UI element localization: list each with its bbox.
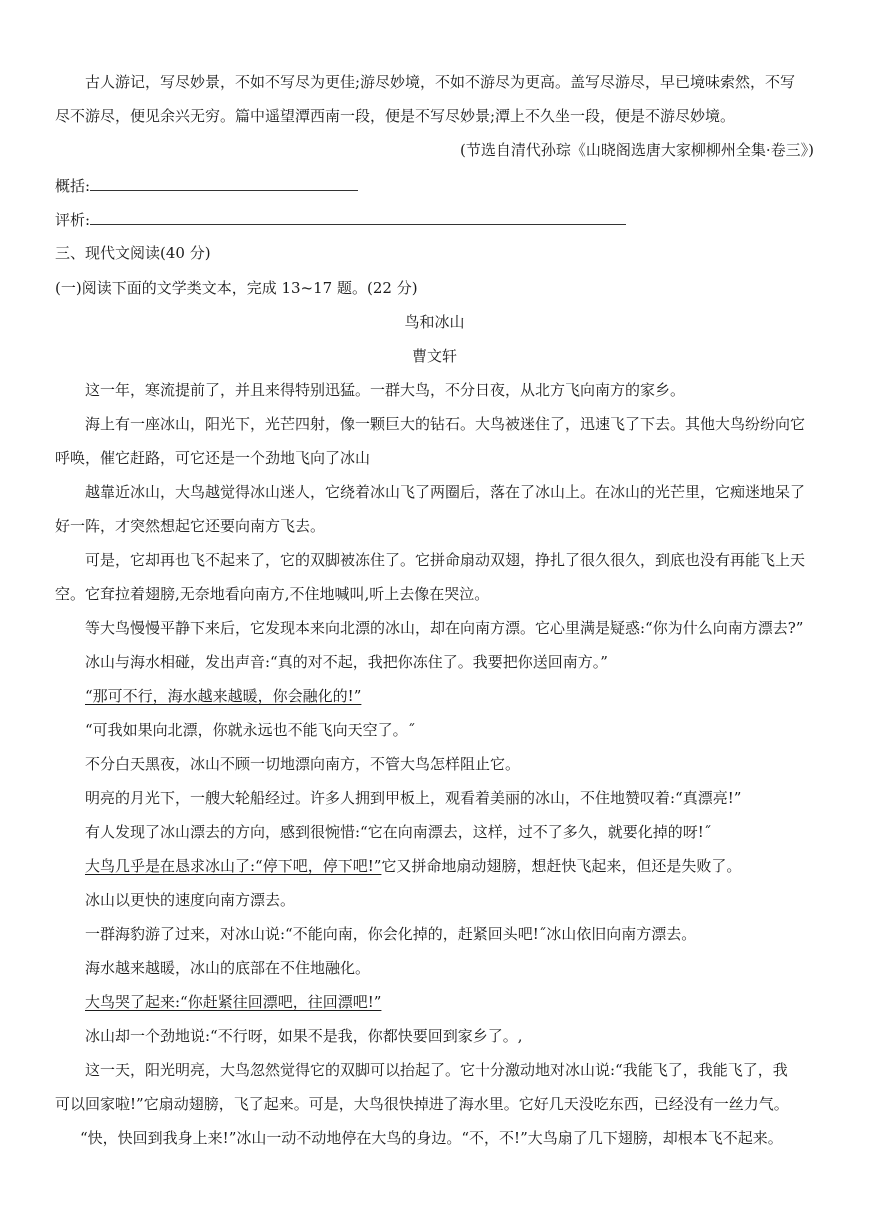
story-line: 可以回家啦!”它扇动翅膀，飞了起来。可是，大鸟很快掉进了海水里。它好几天没吃东西，已经没有一丝力气。 <box>55 1095 789 1113</box>
story-line: 可是，它却再也飞不起来了，它的双脚被冻住了。它拼命扇动双翅，挣扎了很久很久，到底也没有再能飞上天 <box>85 551 806 569</box>
story-line: 空。它耷拉着翅膀,无奈地看向南方,不住地喊叫,听上去像在哭泣。 <box>55 585 490 603</box>
classical-text-line: 尽不游尽，便见余兴无穷。篇中遥望潭西南一段，便是不写尽妙景;潭上不久坐一段，便是不游尽妙境。 <box>55 107 736 125</box>
story-line: 等大鸟慢慢平静下来后，它发现本来向北漂的冰山，却在向南方漂。它心里满是疑惑:“你为什么向南方漂去?” <box>85 619 804 637</box>
classical-text-line: 古人游记，写尽妙景，不如不写尽为更佳;游尽妙境，不如不游尽为更高。盖写尽游尽，早已境味索然，不写 <box>85 73 796 91</box>
story-title: 鸟和冰山 <box>404 313 465 331</box>
story-line: 好一阵，才突然想起它还要向南方飞去。 <box>55 517 326 535</box>
story-line: 呼唤，催它赶路，可它还是一个劲地飞向了冰山 <box>55 449 371 467</box>
story-line: 一群海豹游了过来，对冰山说:“不能向南，你会化掉的，赶紧回头吧!˝冰山依旧向南方漂去。 <box>85 925 697 943</box>
review-blank[interactable] <box>90 209 626 225</box>
story-line: 不分白天黑夜，冰山不顾一切地漂向南方，不管大鸟怎样阻止它。 <box>85 755 521 773</box>
underlined-sentence: “那可不行，海水越来越暖，你会融化的!” <box>85 687 362 705</box>
story-line: 明亮的月光下，一艘大轮船经过。许多人拥到甲板上，观看着美丽的冰山，不住地赞叹着:“真漂亮!” <box>85 789 742 807</box>
story-line: 冰山以更快的速度向南方漂去。 <box>85 891 296 909</box>
story-line: 冰山与海水相碰，发出声音:“真的对不起，我把你冻住了。我要把你送回南方。” <box>85 653 608 671</box>
sub-section-instruction: (一)阅读下面的文学类文本，完成 13~17 题。(22 分) <box>55 279 418 297</box>
story-line: 有人发现了冰山漂去的方向，感到很惋惜:“它在向南漂去，这样，过不了多久，就要化掉的呀!˝ <box>85 823 712 841</box>
summary-blank[interactable] <box>90 175 358 191</box>
story-line: “快，快回到我身上来!”冰山一动不动地停在大鸟的身边。“不，不!”大鸟扇了几下翅膀，却根本飞不起来。 <box>80 1129 783 1147</box>
story-author: 曹文轩 <box>411 347 457 365</box>
section-title: 三、现代文阅读(40 分) <box>55 244 211 262</box>
underlined-sentence: 大鸟哭了起来:“你赶紧往回漂吧，往回漂吧!” <box>85 993 382 1011</box>
review-label: 评析: <box>55 211 91 229</box>
story-line: 这一年，寒流提前了，并且来得特别迅猛。一群大鸟，不分日夜，从北方飞向南方的家乡。 <box>85 381 686 399</box>
story-line: 海上有一座冰山，阳光下，光芒四射，像一颗巨大的钻石。大鸟被迷住了，迅速飞了下去。其他大鸟纷纷向它 <box>85 415 806 433</box>
source-citation: (节选自清代孙琮《山晓阁选唐大家柳柳州全集·卷三》) <box>460 141 814 159</box>
story-line: 这一天，阳光明亮，大鸟忽然觉得它的双脚可以抬起了。它十分激动地对冰山说:“我能飞了，我能飞了，我 <box>85 1061 788 1079</box>
story-line: 冰山却一个劲地说:“不行呀，如果不是我，你都快要回到家乡了。, <box>85 1027 523 1045</box>
story-line-underlined <box>85 686 819 706</box>
underlined-sentence: 大鸟几乎是在恳求冰山了:“停下吧，停下吧!” <box>85 857 382 875</box>
story-line: 海水越来越暖，冰山的底部在不住地融化。 <box>85 959 371 977</box>
summary-row <box>55 175 819 196</box>
story-line: “可我如果向北漂，你就永远也不能飞向天空了。˝ <box>85 721 416 739</box>
story-line-underlined: 大鸟几乎是在恳求冰山了:“停下吧，停下吧!”它又拼命地扇动翅膀，想赶快飞起来，但还是失败了。 <box>85 857 742 875</box>
summary-label: 概括: <box>55 177 91 195</box>
review-row <box>55 209 819 230</box>
story-line-underlined <box>85 992 819 1012</box>
story-line: 越靠近冰山，大鸟越觉得冰山迷人，它绕着冰山飞了两圈后，落在了冰山上。在冰山的光芒里，它痴迷地呆了 <box>85 483 806 501</box>
